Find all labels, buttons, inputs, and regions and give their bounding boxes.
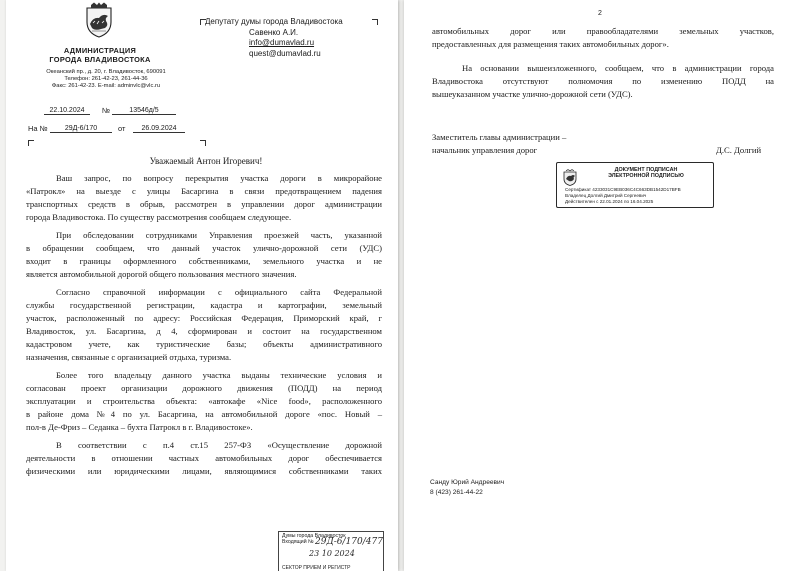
org-fax-email: Факс: 261-42-23. E-mail: adminvlc@vlc.ru (51, 83, 161, 90)
letter-page-2 (404, 0, 800, 571)
ref-number: 29Д-6/170 (50, 125, 112, 133)
executor-name: Санду Юрий Андреевич (430, 479, 505, 486)
incoming-number-handwritten: 29Д-6/170/477 (315, 537, 383, 547)
incoming-registration-stamp: Думы города Владивосток Входящий № 29Д-6/170/477 23 10 2024 СЕКТОР ПРИЕМ И РЕГИСТР (278, 531, 384, 571)
salutation: Уважаемый Антон Игоревич! (149, 156, 263, 166)
signatory-title: Заместитель главы администрации – начальник управления дорог (432, 132, 567, 155)
addressee-block (205, 17, 380, 59)
addressee-email-2: quest@dumavlad.ru (249, 48, 321, 58)
conclusion-paragraph: На основании вышеизложенного, сообщаем, что в администрации города Владивостока отсутствуют полномочия по изменению ПОДД на вышеуказанном участке улично-дорожной сети (УДС). (432, 63, 774, 99)
coat-of-arms-icon (84, 2, 114, 38)
reg-no-label: № (102, 106, 111, 115)
page-number: 2 (598, 10, 602, 17)
field-corner-mark (28, 140, 34, 146)
ecp-owner: Владелец Долгий Дмитрий Сергеевич (565, 193, 647, 198)
paragraph-4: Более того владельцу данного участка выданы технические условия и согласован проект организации дорожного движения (ПОДД) на период эксплуатации и строительства объекта: «автокафе «Nice food», расположенного в районе дома №4 по ул. Басаргина, на автомобильной дороге «пос. Новый – пол-в Де-Фриз – Седанка – бухта Патрокл в г. Владивостоке». (26, 370, 382, 432)
electronic-signature-stamp (556, 162, 714, 208)
ref-date: 26.09.2024 (133, 125, 185, 133)
addressee-name: Савенко А.И. (249, 27, 299, 37)
org-name-line2: ГОРОДА ВЛАДИВОСТОКА (49, 55, 151, 64)
org-phone: Телефон: 261-42-23, 261-44-36 (64, 76, 148, 83)
ref-label: На № (28, 124, 48, 133)
paragraph-2: При обследовании сотрудниками Управления проезжей часть, указанной в обращении сообщаем, что данный участок улично-дорожной сети (УДС) входит в границы оформленного собственниками, земельного участка и не является автомобильной дорогой общего пользования местного значения. (26, 230, 382, 279)
continuation-text: автомобильных дорог или правообладателями земельных участков, предоставленных для размещения таких автомобильных дорог». (432, 26, 774, 49)
incoming-date-handwritten: 23 10 2024 (309, 549, 355, 558)
org-address: Океанский пр., д. 20, г. Владивосток, 690091 (46, 69, 166, 75)
addressee-email-1: info@dumavlad.ru (249, 38, 315, 47)
paragraph-3: Согласно справочной информации с официального сайта Федеральной службы государственной регистрации, кадастра и картографии, земельный участок, расположенный по адресу: Российская Федерация, Приморский край, г Владивосток, ул. Басаргина, д 4, сформирован и состоит на государственном кадастровом учете, как туристические базы; объекты административного назначения, связанные с организацией отдыха, туризма. (26, 287, 382, 362)
addressee-title: Депутату думы города Владивостока (205, 17, 343, 26)
ecp-title-2: ЭЛЕКТРОННОЙ ПОДПИСЬЮ (608, 173, 684, 180)
field-corner-mark (200, 140, 206, 146)
org-name-line1: АДМИНИСТРАЦИЯ (63, 46, 137, 55)
reg-date: 22.10.2024 (44, 107, 90, 115)
ref-from-label: от (118, 124, 126, 133)
reg-number: 13546д/5 (112, 107, 176, 115)
paragraph-5: В соответствии с п.4 ст.15 257-ФЗ «Осуществление дорожной деятельности в отношении частных автомобильных дорог обеспечивается физическими или юридическими лицами, являющимися собственниками таких (26, 440, 382, 476)
paragraph-1: Ваш запрос, по вопросу перекрытия участка дороги в микрорайоне «Патрокл» на выезде с улицы Басаргина в связи предотвращением падения транспортных средств в обрыв, рассмотрен в управлении дорог администрации города Владивостока. По существу рассмотрения сообщаем следующее. (26, 173, 382, 222)
ecp-title-1: ДОКУМЕНТ ПОДПИСАН (614, 167, 678, 173)
letter-page-1 (6, 0, 398, 571)
letter-body (26, 172, 382, 478)
executor-phone: 8 (423) 261-44-22 (430, 488, 483, 496)
ecp-validity: Действителен с 22.01.2024 по 16.04.2025 (565, 199, 654, 204)
executor-info (430, 478, 504, 497)
ecp-certificate: Сертификат 4233031C9EB036C4C663DB1542D17BFB (565, 187, 681, 192)
signatory-name: Д.С. Долгий (716, 145, 762, 155)
tiger-emblem-icon (563, 169, 577, 186)
